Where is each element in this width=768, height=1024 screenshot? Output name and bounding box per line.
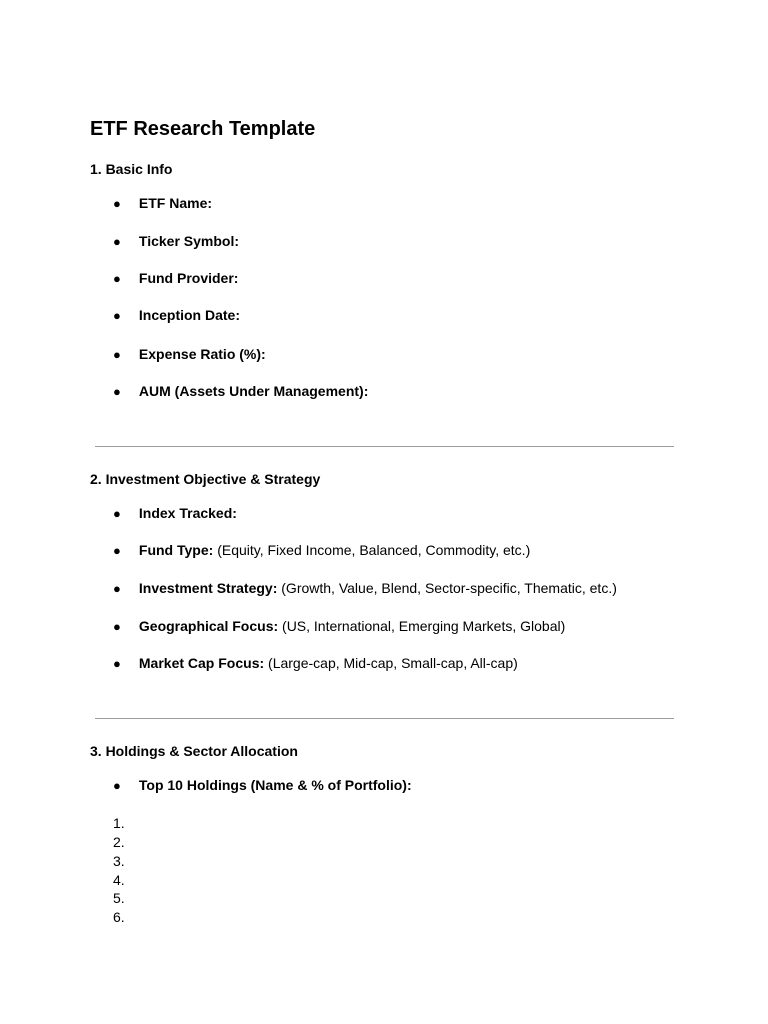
- bullet-icon: ●: [113, 619, 121, 634]
- list-item-inception-date: [113, 306, 240, 325]
- list-item-fund-type: [113, 541, 530, 560]
- item-label: Expense Ratio (%):: [138, 346, 266, 362]
- item-label: ETF Name:: [138, 195, 213, 211]
- numbered-item-1: 1.: [113, 815, 125, 831]
- item-label: Investment Strategy:: [138, 580, 278, 596]
- list-item-expense-ratio: [113, 345, 266, 364]
- item-label: Index Tracked:: [138, 505, 237, 521]
- bullet-icon: ●: [113, 581, 121, 596]
- bullet-icon: ●: [113, 543, 121, 558]
- item-label: Fund Type:: [138, 542, 214, 558]
- item-detail: (Equity, Fixed Income, Balanced, Commodity, etc.): [217, 542, 531, 558]
- section-heading-investment-objective: 2. Investment Objective & Strategy: [90, 471, 321, 487]
- list-item-etf-name: [113, 194, 212, 213]
- section-divider: [95, 718, 674, 719]
- numbered-item-4: 4.: [113, 872, 125, 888]
- numbered-item-5: 5.: [113, 890, 125, 906]
- item-detail: (US, International, Emerging Markets, Global): [282, 618, 566, 634]
- item-label: Geographical Focus:: [138, 618, 279, 634]
- list-item-index-tracked: [113, 504, 237, 523]
- list-item-geographical-focus: [113, 617, 565, 636]
- list-item-investment-strategy: [113, 579, 617, 598]
- list-item-aum: [113, 382, 368, 401]
- numbered-item-3: 3.: [113, 853, 125, 869]
- list-item-top-holdings: [113, 776, 412, 795]
- bullet-icon: ●: [113, 308, 121, 323]
- section-heading-basic-info: 1. Basic Info: [90, 161, 173, 177]
- item-label: AUM (Assets Under Management):: [138, 383, 369, 399]
- section-heading-holdings: 3. Holdings & Sector Allocation: [90, 743, 298, 759]
- list-item-ticker-symbol: [113, 232, 239, 251]
- item-label: Top 10 Holdings (Name & % of Portfolio):: [138, 777, 412, 793]
- bullet-icon: ●: [113, 196, 121, 211]
- item-detail: (Growth, Value, Blend, Sector-specific, Thematic, etc.): [281, 580, 617, 596]
- item-label: Inception Date:: [138, 307, 241, 323]
- bullet-icon: ●: [113, 234, 121, 249]
- item-label: Fund Provider:: [138, 270, 239, 286]
- bullet-icon: ●: [113, 384, 121, 399]
- bullet-icon: ●: [113, 656, 121, 671]
- bullet-icon: ●: [113, 506, 121, 521]
- bullet-icon: ●: [113, 778, 121, 793]
- bullet-icon: ●: [113, 347, 121, 362]
- section-divider: [95, 446, 674, 447]
- item-label: Ticker Symbol:: [138, 233, 240, 249]
- list-item-fund-provider: [113, 269, 238, 288]
- item-label: Market Cap Focus:: [138, 655, 265, 671]
- list-item-market-cap-focus: [113, 654, 518, 673]
- document-title: ETF Research Template: [90, 118, 316, 140]
- item-detail: (Large-cap, Mid-cap, Small-cap, All-cap): [268, 655, 518, 671]
- bullet-icon: ●: [113, 271, 121, 286]
- numbered-item-2: 2.: [113, 834, 125, 850]
- numbered-item-6: 6.: [113, 909, 125, 925]
